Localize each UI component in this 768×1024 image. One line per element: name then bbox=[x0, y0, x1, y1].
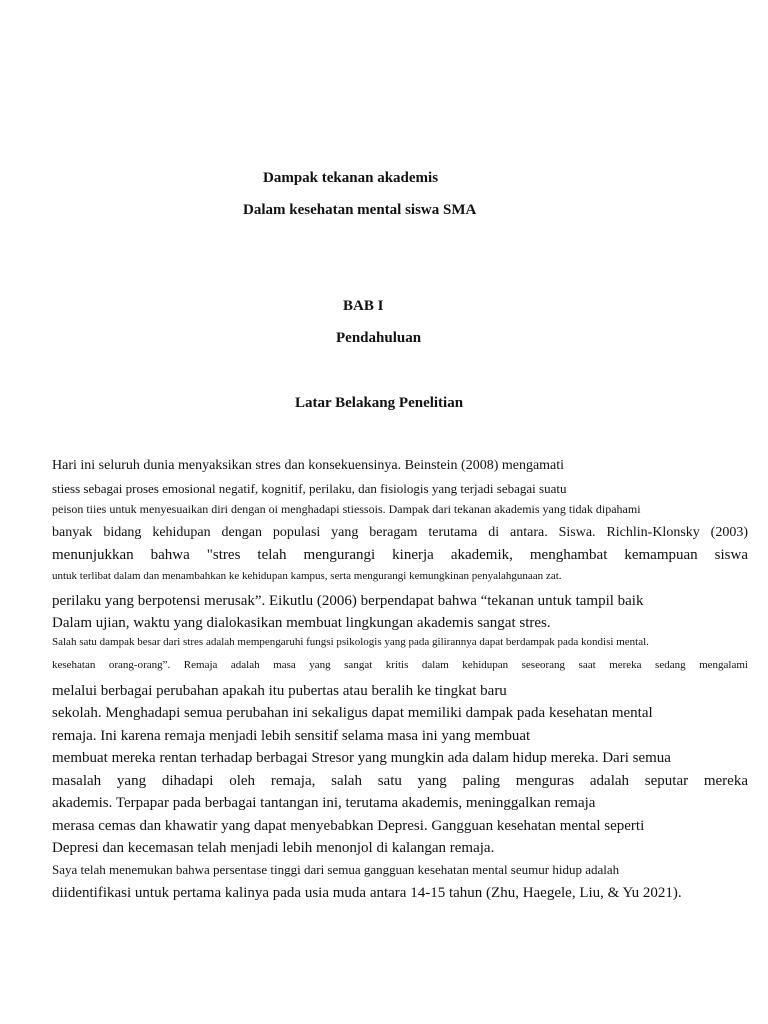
body-line: merasa cemas dan khawatir yang dapat menyebabkan Depresi. Gangguan kesehatan mental seperti bbox=[52, 818, 645, 834]
section-heading: Latar Belakang Penelitian bbox=[295, 395, 464, 411]
body-line: sekolah. Menghadapi semua perubahan ini sekaligus dapat memiliki dampak pada kesehatan mental bbox=[52, 705, 653, 721]
chapter-name: Pendahuluan bbox=[336, 330, 422, 346]
body-line: Depresi dan kecemasan telah menjadi lebih menonjol di kalangan remaja. bbox=[52, 840, 495, 856]
body-line: Hari ini seluruh dunia menyaksikan stres dan konsekuensinya. Beinstein (2008) mengamati bbox=[52, 458, 565, 473]
body-line: melalui berbagai perubahan apakah itu pubertas atau beralih ke tingkat baru bbox=[52, 683, 507, 699]
body-line: stiess sebagai proses emosional negatif, kognitif, perilaku, dan fisiologis yang terjadi sebagai suatu bbox=[52, 481, 567, 496]
body-line: Saya telah menemukan bahwa persentase tinggi dari semua gangguan kesehatan mental seumur hidup adalah bbox=[52, 862, 620, 877]
body-line: remaja. Ini karena remaja menjadi lebih sensitif selama masa ini yang membuat bbox=[52, 728, 531, 744]
body-line: akademis. Terpapar pada berbagai tantangan ini, terutama akademis, meninggalkan remaja bbox=[52, 795, 596, 811]
body-line: diidentifikasi untuk pertama kalinya pada usia muda antara 14-15 tahun (Zhu, Haegele, Liu, & Yu 2021). bbox=[52, 885, 682, 901]
body-line: masalah yang dihadapi oleh remaja, salah satu yang paling menguras adalah seputar mereka bbox=[52, 773, 748, 789]
title-line-1: Dampak tekanan akademis bbox=[263, 170, 439, 186]
body-line: perilaku yang berpotensi merusak”. Eikutlu (2006) berpendapat bahwa “tekanan untuk tampil baik bbox=[52, 593, 644, 609]
body-line: Dalam ujian, waktu yang dialokasikan membuat lingkungan akademis sangat stres. bbox=[52, 615, 551, 631]
body-line: Salah satu dampak besar dari stres adalah mempengaruhi fungsi psikologis yang pada gilirannya dapat berdampak pada kondisi mental. bbox=[52, 636, 649, 648]
title-line-2: Dalam kesehatan mental siswa SMA bbox=[243, 202, 477, 218]
body-line: menunjukkan bahwa "stres telah mengurangi kinerja akademik, menghambat kemampuan siswa bbox=[52, 547, 748, 563]
body-line: kesehatan orang-orang”. Remaja adalah masa yang sangat kritis dalam kehidupan seseorang saat mereka sedang mengalami bbox=[52, 659, 748, 671]
chapter-number: BAB I bbox=[343, 298, 384, 314]
body-line: membuat mereka rentan terhadap berbagai Stresor yang mungkin ada dalam hidup mereka. Dari semua bbox=[52, 750, 671, 766]
body-line: untuk terlibat dalam dan menambahkan ke kehidupan kampus, serta mengurangi kemungkinan penyalahgunaan zat. bbox=[52, 570, 562, 582]
body-line: banyak bidang kehidupan dengan populasi yang beragam terutama di antara. Siswa. Richlin-Klonsky (2003) bbox=[52, 525, 748, 540]
body-line: peison tiies untuk menyesuaikan diri dengan oi menghadapi stiessois. Dampak dari tekanan akademis yang tidak dipahami bbox=[52, 502, 641, 516]
